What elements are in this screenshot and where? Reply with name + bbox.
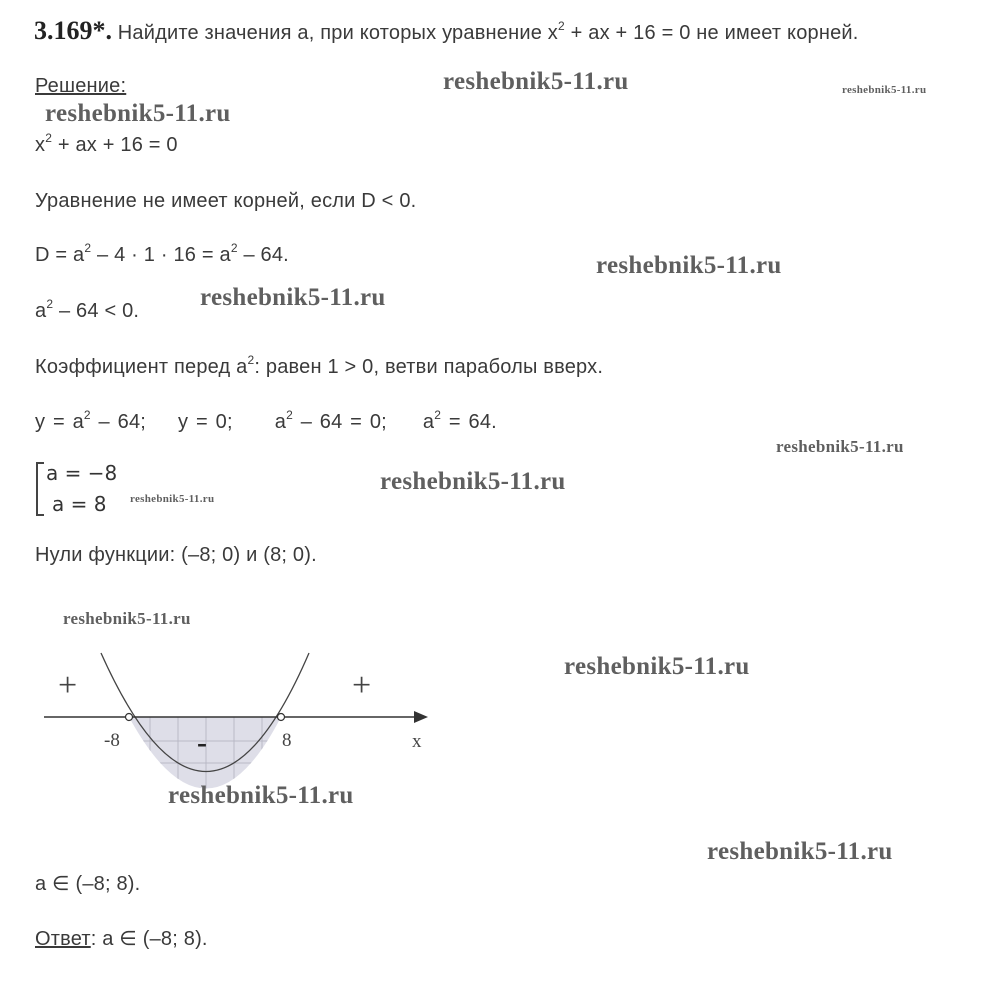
function-line (35, 408, 497, 434)
function-def: $y = a^2 - 64$; (35, 408, 147, 433)
square-equation: $a^2 = 64$. (422, 408, 497, 433)
watermark: reshebnik5-11.ru (707, 838, 893, 865)
solution-label: Решение: (35, 75, 127, 97)
watermark: reshebnik5-11.ru (443, 68, 629, 95)
condition-line: Уравнение не имеет корней, если D < 0. (35, 190, 417, 212)
zeros-line: Нули функции: (–8; 0) и (8; 0). (35, 544, 317, 566)
watermark: reshebnik5-11.ru (200, 284, 386, 311)
problem-text: Найдите значения a, при которых уравнение $x^2$ + ax + 16 = 0 не имеет корней. (112, 19, 859, 44)
function-zero: y = 0; (178, 411, 233, 433)
watermark: reshebnik5-11.ru (776, 437, 904, 456)
answer-value: : a ∈ (–8; 8). (90, 928, 208, 950)
zero-point-right (278, 714, 285, 721)
watermark: reshebnik5-11.ru (564, 653, 750, 680)
watermark: reshebnik5-11.ru (842, 84, 927, 96)
coefficient-line: Коэффициент перед $a^2$: равен 1 > 0, ветви параболы вверх. (35, 353, 604, 378)
answer-label: Ответ (35, 928, 91, 950)
root-1: a = −8 (46, 461, 118, 485)
plus-sign-right: + (352, 667, 372, 704)
watermark: reshebnik5-11.ru (596, 252, 782, 279)
zero-point-left (126, 714, 133, 721)
root-2: a = 8 (52, 492, 107, 516)
watermark: reshebnik5-11.ru (63, 609, 191, 628)
problem-number: 3.169*. (34, 16, 112, 45)
x-axis-arrow (414, 711, 428, 723)
right-zero-label: 8 (282, 730, 292, 751)
watermark: reshebnik5-11.ru (380, 468, 566, 495)
result-line: a ∈ (–8; 8). (35, 873, 141, 895)
plus-sign-left: + (58, 667, 78, 704)
problem-statement (34, 16, 859, 46)
zero-equation: $a^2 - 64 = 0$; (274, 408, 387, 433)
equation-line: $x^2$ + ax + 16 = 0 (35, 131, 178, 156)
system-bracket (36, 462, 44, 516)
inequality-line: $a^2 - 64 < 0$. (35, 297, 140, 322)
axis-label-x: x (412, 731, 422, 752)
answer-line (35, 926, 208, 951)
watermark: reshebnik5-11.ru (45, 100, 231, 127)
minus-sign: - (197, 726, 207, 759)
watermark: reshebnik5-11.ru (130, 493, 215, 505)
left-zero-label: -8 (104, 730, 120, 751)
watermark: reshebnik5-11.ru (168, 782, 354, 809)
discriminant-line: $D = a^2 - 4 \cdot 1 \cdot 16 = a^2 - 64$. (35, 241, 289, 266)
